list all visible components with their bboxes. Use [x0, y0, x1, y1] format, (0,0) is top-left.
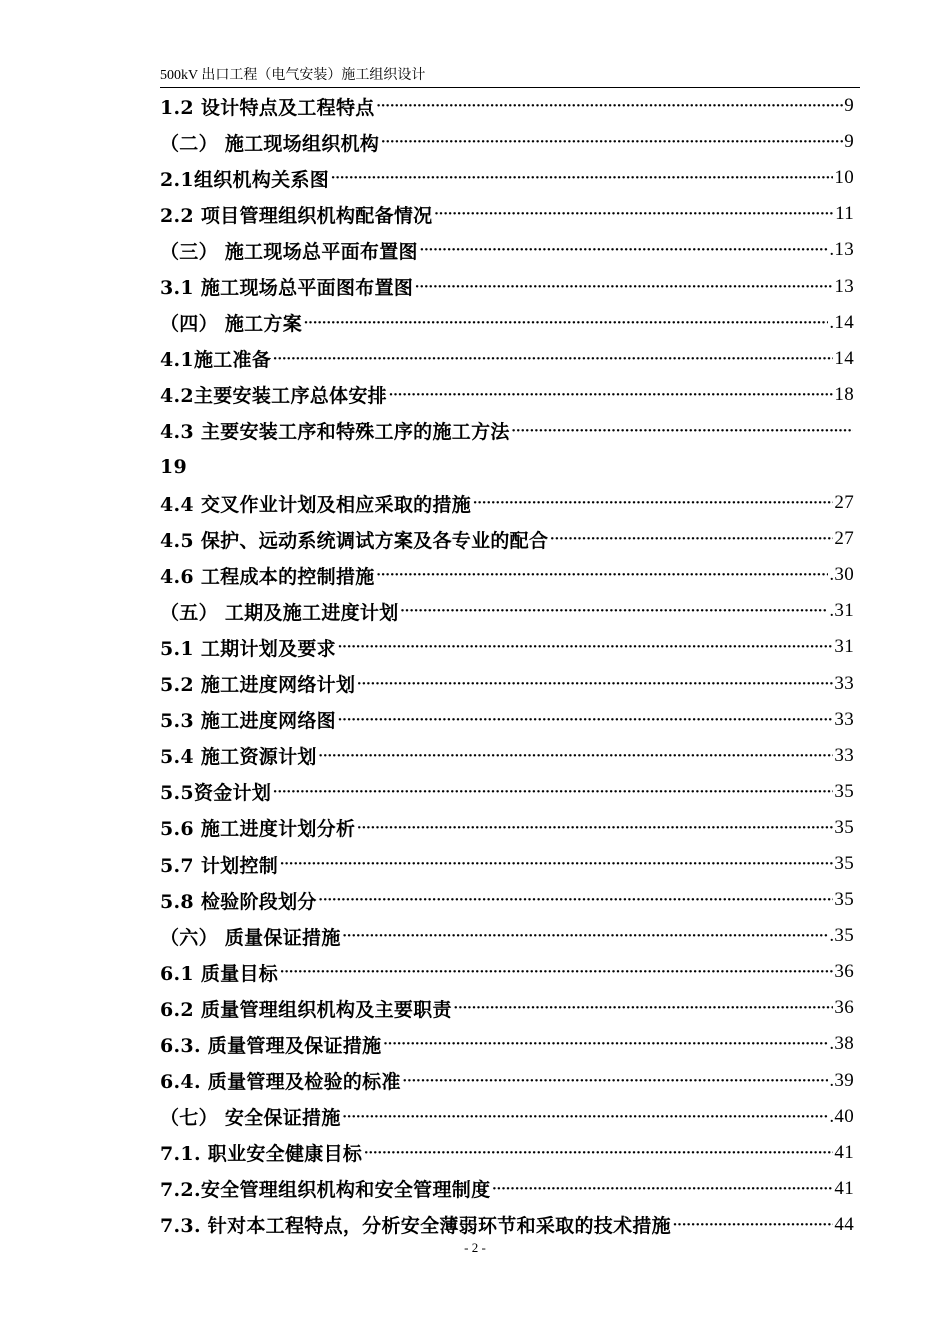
toc-entry[interactable]	[160, 954, 854, 990]
toc-entry-label: 1.2 设计特点及工程特点	[160, 96, 375, 119]
toc-entry[interactable]	[160, 557, 854, 593]
toc-entry[interactable]	[160, 521, 854, 557]
toc-entry-label: 2.1组织机构关系图	[160, 168, 330, 191]
toc-entry-label: 6.2 质量管理组织机构及主要职责	[160, 998, 452, 1021]
toc-entry[interactable]	[160, 629, 854, 665]
toc-leader-dots	[376, 95, 844, 117]
toc-page-number: .39	[829, 1069, 854, 1091]
toc-entry-label: （二） 施工现场组织机构	[160, 132, 380, 155]
toc-leader-dots	[337, 636, 833, 658]
toc-leader-dots	[453, 997, 834, 1019]
toc-entry-label: 4.3 主要安装工序和特殊工序的施工方法	[160, 421, 510, 444]
toc-leader-dots	[400, 600, 829, 622]
toc-leader-dots	[342, 1106, 829, 1128]
toc-page-number: .13	[829, 239, 854, 261]
toc-leader-dots	[342, 925, 829, 947]
toc-entry[interactable]	[160, 702, 854, 738]
table-of-contents	[160, 88, 854, 1243]
toc-entry[interactable]	[160, 485, 854, 521]
toc-entry-label: （五） 工期及施工进度计划	[160, 601, 399, 624]
toc-entry-label: 5.6 施工进度计划分析	[160, 818, 356, 841]
toc-entry[interactable]	[160, 990, 854, 1026]
toc-entry-label: 6.4. 质量管理及检验的标准	[160, 1071, 401, 1094]
toc-leader-dots	[511, 420, 853, 442]
toc-page-number: 33	[834, 672, 854, 694]
toc-entry[interactable]	[160, 738, 854, 774]
toc-page-number: .14	[829, 311, 854, 333]
toc-entry-label: 4.1施工准备	[160, 349, 272, 372]
toc-entry-label: 3.1 施工现场总平面图布置图	[160, 277, 414, 300]
toc-leader-dots	[272, 348, 833, 370]
toc-entry[interactable]	[160, 1026, 854, 1062]
toc-leader-dots	[363, 1142, 833, 1164]
toc-leader-dots	[491, 1178, 833, 1200]
toc-entry-label: （三） 施工现场总平面布置图	[160, 240, 418, 263]
toc-leader-dots	[402, 1070, 829, 1092]
toc-page-number: .30	[829, 564, 854, 586]
toc-entry[interactable]	[160, 846, 854, 882]
toc-page-number: 9	[844, 131, 854, 153]
toc-page-number: 9	[844, 95, 854, 117]
toc-entry[interactable]	[160, 232, 854, 268]
toc-leader-dots	[433, 203, 834, 225]
toc-entry-label: 5.3 施工进度网络图	[160, 710, 336, 733]
toc-page-number: .38	[829, 1033, 854, 1055]
toc-page-number: 36	[834, 961, 854, 983]
toc-page-number: 33	[834, 708, 854, 730]
toc-entry[interactable]	[160, 268, 854, 304]
toc-entry-label: 6.3. 质量管理及保证措施	[160, 1034, 382, 1057]
toc-page-number: .40	[829, 1105, 854, 1127]
toc-leader-dots	[419, 239, 829, 261]
toc-entry-label: 5.5资金计划	[160, 782, 272, 805]
toc-page-number: 10	[834, 167, 854, 189]
toc-entry[interactable]	[160, 810, 854, 846]
toc-page-number: 41	[834, 1141, 854, 1163]
toc-page-number: 36	[834, 997, 854, 1019]
toc-entry[interactable]	[160, 124, 854, 160]
toc-leader-dots	[303, 312, 828, 334]
toc-entry[interactable]	[160, 666, 854, 702]
toc-page-number: 11	[835, 203, 854, 225]
toc-leader-dots	[337, 709, 833, 731]
toc-leader-dots	[318, 889, 834, 911]
toc-page-number: 44	[834, 1213, 854, 1235]
toc-leader-dots	[383, 1033, 829, 1055]
toc-leader-dots	[272, 781, 833, 803]
toc-page-number: 27	[834, 492, 854, 514]
toc-entry-label: 5.7 计划控制	[160, 854, 279, 877]
toc-page-number: 35	[834, 816, 854, 838]
toc-entry-label: 4.2主要安装工序总体安排	[160, 385, 387, 408]
toc-entry-label: 6.1 质量目标	[160, 962, 279, 985]
toc-entry[interactable]	[160, 1171, 854, 1207]
toc-page-number: 35	[834, 889, 854, 911]
toc-entry[interactable]	[160, 413, 854, 449]
toc-entry[interactable]	[160, 160, 854, 196]
toc-page-number: 18	[834, 383, 854, 405]
toc-leader-dots	[376, 564, 829, 586]
toc-leader-dots	[672, 1214, 833, 1236]
toc-entry-label: 5.2 施工进度网络计划	[160, 674, 356, 697]
toc-entry[interactable]	[160, 593, 854, 629]
toc-leader-dots	[414, 276, 833, 298]
toc-page-number: .35	[829, 925, 854, 947]
toc-entry-label: 7.2.安全管理组织机构和安全管理制度	[160, 1179, 491, 1202]
toc-entry[interactable]	[160, 1135, 854, 1171]
toc-entry-label: 5.8 检验阶段划分	[160, 890, 317, 913]
toc-page-number: 31	[834, 636, 854, 658]
toc-page-number: 35	[834, 853, 854, 875]
toc-leader-dots	[330, 167, 833, 189]
toc-entry[interactable]	[160, 449, 854, 485]
toc-entry[interactable]	[160, 1063, 854, 1099]
toc-entry-label: （四） 施工方案	[160, 313, 303, 336]
toc-entry[interactable]	[160, 377, 854, 413]
toc-page-number: 41	[834, 1177, 854, 1199]
toc-entry[interactable]	[160, 882, 854, 918]
toc-leader-dots	[356, 673, 833, 695]
toc-entry[interactable]	[160, 341, 854, 377]
toc-entry[interactable]	[160, 918, 854, 954]
toc-entry-label: 5.1 工期计划及要求	[160, 637, 336, 660]
toc-entry-label: 2.2 项目管理组织机构配备情况	[160, 204, 433, 227]
toc-page-number: 13	[834, 275, 854, 297]
toc-entry[interactable]	[160, 88, 854, 124]
toc-page-number: 33	[834, 744, 854, 766]
toc-page-number: .31	[829, 600, 854, 622]
toc-entry[interactable]	[160, 1207, 854, 1243]
toc-entry[interactable]	[160, 305, 854, 341]
toc-entry[interactable]	[160, 196, 854, 232]
toc-leader-dots	[279, 961, 833, 983]
toc-leader-dots	[388, 384, 833, 406]
toc-entry-label: 5.4 施工资源计划	[160, 746, 317, 769]
toc-entry-label: （六） 质量保证措施	[160, 926, 341, 949]
page-header: 500kV 出口工程（电气安装）施工组织设计	[160, 66, 860, 88]
toc-entry-label: 4.5 保护、远动系统调试方案及各专业的配合	[160, 529, 549, 552]
toc-leader-dots	[472, 492, 833, 514]
toc-leader-dots	[356, 817, 833, 839]
toc-leader-dots	[279, 853, 833, 875]
toc-entry-label: （七） 安全保证措施	[160, 1107, 341, 1130]
toc-leader-dots	[380, 131, 843, 153]
toc-page-number: 14	[834, 347, 854, 369]
toc-leader-dots	[549, 528, 833, 550]
page-number: - 2 -	[464, 1240, 486, 1255]
toc-page-number: 35	[834, 780, 854, 802]
toc-entry-label: 19	[160, 455, 188, 478]
toc-entry-label: 7.1. 职业安全健康目标	[160, 1143, 363, 1166]
toc-entry[interactable]	[160, 774, 854, 810]
toc-entry-label: 4.4 交叉作业计划及相应采取的措施	[160, 493, 472, 516]
toc-entry-label: 4.6 工程成本的控制措施	[160, 565, 375, 588]
toc-page-number: 27	[834, 528, 854, 550]
toc-leader-dots	[318, 745, 834, 767]
toc-entry[interactable]	[160, 1099, 854, 1135]
toc-entry-label: 7.3. 针对本工程特点，分析安全薄弱环节和采取的技术措施	[160, 1215, 671, 1238]
